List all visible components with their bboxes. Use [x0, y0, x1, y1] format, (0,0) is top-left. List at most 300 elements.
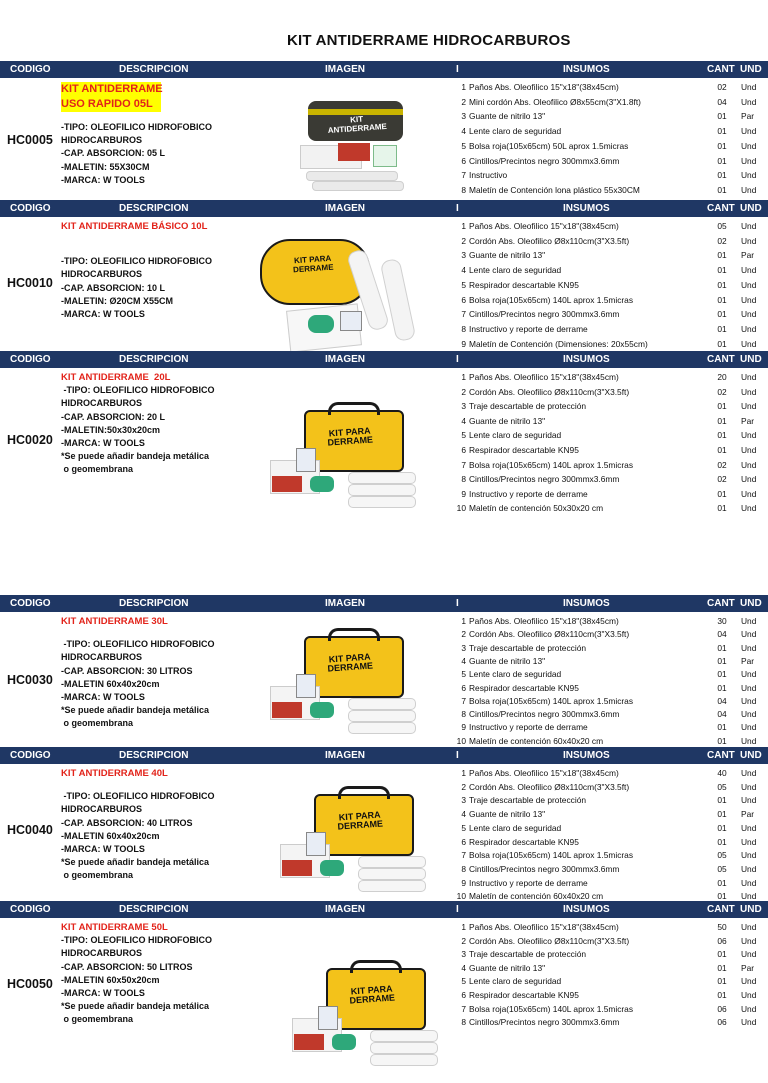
supply-name: Bolsa roja(105x65cm) 50L aprox 1.5micras — [469, 140, 629, 151]
gloves-icon — [308, 315, 334, 333]
supply-number: 1 — [461, 221, 466, 231]
header-descripcion: DESCRIPCION — [119, 598, 189, 609]
packet-icon — [306, 832, 326, 856]
supply-number: 3 — [461, 795, 466, 806]
supply-quantity: 02 — [717, 82, 727, 92]
header-codigo: CODIGO — [10, 904, 51, 915]
spec-line: -MARCA: W TOOLS — [61, 692, 145, 703]
header-und: UND — [740, 904, 762, 915]
supply-quantity: 01 — [717, 877, 727, 888]
header-i: I — [456, 904, 459, 915]
supply-number: 6 — [461, 990, 466, 1000]
header-cant: CANT — [707, 203, 735, 214]
supply-unit: Und — [741, 372, 757, 382]
kit-section — [0, 595, 768, 748]
supply-name: Respirador descartable KN95 — [469, 279, 579, 290]
supply-row — [452, 1004, 768, 1016]
supply-quantity: 20 — [717, 372, 727, 382]
supply-unit: Und — [741, 695, 757, 706]
header-imagen: IMAGEN — [325, 64, 365, 75]
supply-quantity: 01 — [717, 822, 727, 833]
product-description — [61, 82, 261, 187]
supply-row — [452, 416, 768, 428]
supply-row — [452, 949, 768, 961]
bag-handle-icon — [338, 786, 390, 799]
spec-line: -CAP. ABSORCION: 20 L — [61, 411, 166, 422]
supply-number: 8 — [461, 1017, 466, 1028]
table-header — [0, 747, 768, 764]
supply-name: Cordón Abs. Oleofilico Ø8x110cm(3"X3.5ft) — [469, 235, 630, 246]
spec-line: -CAP. ABSORCION: 05 L — [61, 148, 166, 159]
supply-quantity: 04 — [717, 629, 727, 640]
header-i: I — [456, 750, 459, 761]
supply-name: Bolsa roja(105x65cm) 140L aprox 1.5micras — [469, 695, 634, 706]
supply-number: 8 — [461, 323, 466, 334]
header-codigo: CODIGO — [10, 598, 51, 609]
supply-unit: Und — [741, 184, 757, 195]
supply-number: 6 — [461, 836, 466, 847]
supply-row — [452, 656, 768, 668]
header-imagen: IMAGEN — [325, 904, 365, 915]
supply-number: 4 — [461, 415, 466, 426]
supply-number: 5 — [461, 430, 466, 441]
supply-number: 8 — [461, 863, 466, 874]
header-cant: CANT — [707, 354, 735, 365]
supply-quantity: 01 — [717, 962, 727, 973]
supply-row — [452, 170, 768, 182]
supply-number: 6 — [461, 155, 466, 166]
red-bag-icon — [272, 476, 302, 492]
header-cant: CANT — [707, 598, 735, 609]
supply-row — [452, 709, 768, 721]
supply-name: Respirador descartable KN95 — [469, 990, 579, 1000]
spec-line: o geomembrana — [61, 1014, 134, 1025]
spec-line: -CAP. ABSORCION: 10 L — [61, 282, 166, 293]
supply-quantity: 02 — [717, 474, 727, 485]
red-bag-icon — [282, 860, 312, 876]
supply-name: Paños Abs. Oleofilico 15"x18"(38x45cm) — [469, 221, 619, 231]
supply-row — [452, 809, 768, 821]
supply-number: 3 — [461, 401, 466, 412]
header-insumos: INSUMOS — [563, 598, 610, 609]
supply-quantity: 01 — [717, 655, 727, 666]
supply-quantity: 01 — [717, 309, 727, 320]
supply-number: 2 — [461, 386, 466, 397]
supply-unit: Und — [741, 221, 757, 231]
supply-quantity: 01 — [717, 990, 727, 1000]
supply-quantity: 01 — [717, 735, 727, 746]
boom-icon — [358, 856, 426, 868]
supply-number: 10 — [456, 735, 466, 746]
supply-name: Guante de nitrilo 13" — [469, 962, 546, 973]
boom-icon — [348, 484, 416, 496]
supply-number: 3 — [461, 111, 466, 122]
header-descripcion: DESCRIPCION — [119, 750, 189, 761]
supply-quantity: 02 — [717, 386, 727, 397]
supply-quantity: 04 — [717, 96, 727, 107]
bag-label: KIT PARA DERRAME — [327, 425, 374, 448]
table-header — [0, 901, 768, 918]
supply-name: Cintillos/Precintos negro 300mmx3.6mm — [469, 309, 620, 320]
supply-unit: Und — [741, 459, 757, 470]
supply-unit: Und — [741, 949, 757, 960]
supply-quantity: 01 — [717, 184, 727, 195]
spec-line: -CAP. ABSORCION: 30 LITROS — [61, 665, 193, 676]
header-und: UND — [740, 64, 762, 75]
boom-icon — [370, 1030, 438, 1042]
kit-section — [0, 61, 768, 201]
header-i: I — [456, 203, 459, 214]
supply-number: 5 — [461, 669, 466, 680]
supply-row — [452, 460, 768, 472]
supply-number: 7 — [461, 850, 466, 861]
gloves-icon — [310, 702, 334, 718]
supply-unit: Und — [741, 822, 757, 833]
supply-unit: Und — [741, 709, 757, 720]
supply-quantity: 01 — [717, 795, 727, 806]
supply-unit: Und — [741, 401, 757, 412]
spacer — [61, 233, 261, 255]
supply-row — [452, 97, 768, 109]
supply-row — [452, 936, 768, 948]
product-description — [61, 767, 261, 883]
supply-name: Instructivo y reporte de derrame — [469, 722, 588, 733]
header-cant: CANT — [707, 904, 735, 915]
supply-number: 9 — [461, 722, 466, 733]
product-name: KIT ANTIDERRAME BÁSICO 10L — [61, 221, 208, 232]
supply-quantity: 04 — [717, 709, 727, 720]
bag-label: KIT PARA DERRAME — [337, 809, 384, 832]
header-codigo: CODIGO — [10, 64, 51, 75]
supply-row — [452, 878, 768, 890]
spec-line: -TIPO: OLEOFILICO HIDROFOBICO — [61, 791, 215, 802]
supply-quantity: 30 — [717, 616, 727, 626]
supply-row — [452, 221, 768, 233]
supply-number: 3 — [461, 250, 466, 261]
supply-row — [452, 782, 768, 794]
supply-unit: Und — [741, 82, 757, 92]
product-description — [61, 921, 261, 1027]
packet-icon — [340, 311, 362, 331]
supply-unit: Und — [741, 474, 757, 485]
spacer — [61, 628, 261, 638]
supply-name: Paños Abs. Oleofilico 15"x18"(38x45cm) — [469, 922, 619, 932]
supply-unit: Und — [741, 126, 757, 137]
gloves-icon — [310, 476, 334, 492]
supply-name: Instructivo y reporte de derrame — [469, 323, 588, 334]
supply-number: 2 — [461, 781, 466, 792]
header-cant: CANT — [707, 750, 735, 761]
kit-section — [0, 901, 768, 1031]
supply-name: Cordón Abs. Oleofilico Ø8x110cm(3"X3.5ft) — [469, 629, 630, 640]
header-insumos: INSUMOS — [563, 750, 610, 761]
supply-quantity: 06 — [717, 1017, 727, 1028]
supply-name: Cintillos/Precintos negro 300mmx3.6mm — [469, 709, 620, 720]
supply-number: 6 — [461, 682, 466, 693]
supply-name: Respirador descartable KN95 — [469, 445, 579, 455]
supply-row — [452, 401, 768, 413]
product-image — [278, 794, 448, 909]
supply-quantity: 02 — [717, 459, 727, 470]
supply-name: Instructivo y reporte de derrame — [469, 488, 588, 499]
product-code: HC0005 — [7, 133, 53, 147]
header-imagen: IMAGEN — [325, 750, 365, 761]
header-insumos: INSUMOS — [563, 354, 610, 365]
supply-number: 1 — [461, 922, 466, 932]
supply-row — [452, 683, 768, 695]
supply-unit: Und — [741, 629, 757, 640]
supply-name: Maletín de contención 50x30x20 cm — [469, 503, 604, 514]
supply-name: Instructivo y reporte de derrame — [469, 877, 588, 888]
supply-quantity: 01 — [717, 294, 727, 305]
supply-number: 2 — [461, 935, 466, 946]
supply-unit: Und — [741, 836, 757, 847]
supply-name: Respirador descartable KN95 — [469, 836, 579, 847]
supply-quantity: 01 — [717, 415, 727, 426]
supply-unit: Und — [741, 922, 757, 932]
supply-name: Paños Abs. Oleofilico 15"x18"(38x45cm) — [469, 768, 619, 778]
spec-line: -MARCA: W TOOLS — [61, 844, 145, 855]
supply-row — [452, 309, 768, 321]
spec-line: -MARCA: W TOOLS — [61, 309, 145, 320]
boom-icon — [348, 722, 416, 734]
supply-name: Traje descartable de protección — [469, 401, 587, 412]
header-codigo: CODIGO — [10, 354, 51, 365]
supply-unit: Und — [741, 877, 757, 888]
supply-name: Bolsa roja(105x65cm) 140L aprox 1.5micras — [469, 294, 634, 305]
supply-name: Maletín de Contención lona plástico 55x30CM — [469, 184, 640, 195]
supply-row — [452, 696, 768, 708]
header-codigo: CODIGO — [10, 203, 51, 214]
packet-icon — [296, 448, 316, 472]
supply-name: Lente claro de seguridad — [469, 976, 562, 987]
bag-label: KIT PARA DERRAME — [292, 253, 334, 275]
spec-line: -TIPO: OLEOFILICO HIDROFOBICO — [61, 122, 212, 132]
supply-row — [452, 963, 768, 975]
supply-quantity: 01 — [717, 250, 727, 261]
supply-quantity: 01 — [717, 949, 727, 960]
supply-number: 5 — [461, 279, 466, 290]
supply-row — [452, 629, 768, 641]
supply-row — [452, 795, 768, 807]
supply-name: Guante de nitrilo 13" — [469, 111, 546, 122]
bag-handle-icon — [328, 628, 380, 641]
product-code: HC0030 — [7, 673, 53, 687]
supply-row — [452, 922, 768, 934]
supply-number: 7 — [461, 695, 466, 706]
red-bag-icon — [338, 143, 370, 161]
supply-unit: Und — [741, 503, 757, 514]
supply-number: 9 — [461, 877, 466, 888]
supply-unit: Und — [741, 170, 757, 181]
supply-number: 4 — [461, 962, 466, 973]
supply-row — [452, 141, 768, 153]
supply-number: 5 — [461, 976, 466, 987]
supply-name: Mini cordón Abs. Oleofilico Ø8x55cm(3"X1.8ft) — [469, 96, 641, 107]
supply-quantity: 01 — [717, 503, 727, 514]
supply-row — [452, 324, 768, 336]
supply-quantity: 06 — [717, 935, 727, 946]
bag-handle-icon — [350, 960, 402, 973]
kit-section — [0, 351, 768, 519]
spec-line: HIDROCARBUROS — [61, 398, 142, 409]
supply-unit: Par — [741, 415, 755, 426]
product-code: HC0040 — [7, 823, 53, 837]
supply-number: 4 — [461, 265, 466, 276]
supply-name: Bolsa roja(105x65cm) 140L aprox 1.5micras — [469, 459, 634, 470]
spec-line: -TIPO: OLEOFILICO HIDROFOBICO — [61, 385, 215, 396]
spec-line: HIDROCARBUROS — [61, 948, 142, 959]
boom-icon — [348, 710, 416, 722]
supply-row — [452, 1017, 768, 1029]
header-und: UND — [740, 203, 762, 214]
spec-line: -TIPO: OLEOFILICO HIDROFOBICO — [61, 256, 212, 267]
supply-row — [452, 387, 768, 399]
supply-row — [452, 837, 768, 849]
supply-row — [452, 489, 768, 501]
supply-number: 1 — [461, 768, 466, 778]
supply-row — [452, 295, 768, 307]
kit-section — [0, 747, 768, 902]
bag-label: KIT PARA DERRAME — [349, 983, 396, 1006]
supply-quantity: 01 — [717, 430, 727, 441]
packet-icon — [296, 674, 316, 698]
supply-unit: Par — [741, 111, 755, 122]
supply-name: Paños Abs. Oleofilico 15"x18"(38x45cm) — [469, 372, 619, 382]
supply-name: Lente claro de seguridad — [469, 126, 562, 137]
product-description — [61, 615, 261, 731]
header-descripcion: DESCRIPCION — [119, 354, 189, 365]
supply-number: 2 — [461, 629, 466, 640]
product-code: HC0010 — [7, 276, 53, 290]
spec-line: o geomembrana — [61, 718, 134, 729]
product-image — [298, 101, 468, 216]
supply-name: Cintillos/Precintos negro 300mmx3.6mm — [469, 155, 620, 166]
gloves-icon — [320, 860, 344, 876]
supply-quantity: 01 — [717, 488, 727, 499]
supply-row — [452, 669, 768, 681]
table-header — [0, 200, 768, 217]
header-und: UND — [740, 354, 762, 365]
supply-unit: Und — [741, 140, 757, 151]
packet-icon — [318, 1006, 338, 1030]
supply-quantity: 01 — [717, 265, 727, 276]
supply-unit: Und — [741, 279, 757, 290]
supply-row — [452, 850, 768, 862]
product-code: HC0050 — [7, 977, 53, 991]
supply-unit: Und — [741, 669, 757, 680]
header-und: UND — [740, 598, 762, 609]
supply-number: 2 — [461, 96, 466, 107]
supply-quantity: 01 — [717, 445, 727, 455]
supply-number: 8 — [461, 709, 466, 720]
supply-quantity: 01 — [717, 140, 727, 151]
supply-quantity: 40 — [717, 768, 727, 778]
supply-name: Lente claro de seguridad — [469, 265, 562, 276]
spec-line: -MARCA: W TOOLS — [61, 174, 145, 185]
supply-row — [452, 82, 768, 94]
supply-number: 4 — [461, 809, 466, 820]
spec-line: o geomembrana — [61, 464, 134, 475]
boom-icon — [348, 698, 416, 710]
red-bag-icon — [294, 1034, 324, 1050]
packet-icon — [373, 145, 397, 167]
supply-row — [452, 339, 768, 351]
supply-row — [452, 823, 768, 835]
spec-line: HIDROCARBUROS — [61, 269, 142, 280]
spec-line: -MARCA: W TOOLS — [61, 988, 145, 999]
supply-row — [452, 722, 768, 734]
supply-row — [452, 372, 768, 384]
table-header — [0, 351, 768, 368]
supply-name: Traje descartable de protección — [469, 949, 587, 960]
spec-line: -MALETIN: 55X30CM — [61, 161, 150, 172]
product-image — [248, 237, 418, 352]
supply-row — [452, 236, 768, 248]
product-code: HC0020 — [7, 433, 53, 447]
spec-line: -MALETIN 60x40x20cm — [61, 678, 160, 689]
supply-quantity: 04 — [717, 695, 727, 706]
boom-icon — [348, 496, 416, 508]
bag-label: KIT ANTIDERRAME — [327, 114, 388, 136]
supply-number: 7 — [461, 1003, 466, 1014]
product-name: KIT ANTIDERRAME — [61, 83, 163, 95]
product-name: KIT ANTIDERRAME 50L — [61, 922, 168, 933]
product-image — [268, 636, 438, 751]
supply-row — [452, 445, 768, 457]
supply-quantity: 06 — [717, 1003, 727, 1014]
supply-quantity: 05 — [717, 863, 727, 874]
supply-row — [452, 864, 768, 876]
supply-name: Guante de nitrilo 13" — [469, 655, 546, 666]
supply-quantity: 05 — [717, 850, 727, 861]
supply-name: Guante de nitrilo 13" — [469, 415, 546, 426]
supply-unit: Und — [741, 338, 757, 349]
product-description — [61, 220, 261, 321]
spec-line: *Se puede añadir bandeja metálica — [61, 451, 210, 462]
supply-unit: Und — [741, 235, 757, 246]
product-name: KIT ANTIDERRAME 30L — [61, 616, 168, 627]
supply-name: Lente claro de seguridad — [469, 669, 562, 680]
supply-unit: Und — [741, 795, 757, 806]
spec-line: -TIPO: OLEOFILICO HIDROFOBICO — [61, 935, 212, 946]
supply-quantity: 01 — [717, 338, 727, 349]
bag-label: KIT PARA DERRAME — [327, 651, 374, 674]
supply-name: Paños Abs. Oleofilico 15"x18"(38x45cm) — [469, 616, 619, 626]
supply-number: 6 — [461, 294, 466, 305]
boom-icon — [358, 868, 426, 880]
supply-number: 5 — [461, 140, 466, 151]
supply-unit: Und — [741, 935, 757, 946]
supply-row — [452, 126, 768, 138]
supply-row — [452, 111, 768, 123]
spec-line: -MALETIN:50x30x20cm — [61, 424, 161, 435]
header-i: I — [456, 64, 459, 75]
supply-row — [452, 156, 768, 168]
supply-unit: Und — [741, 891, 757, 902]
supply-row — [452, 503, 768, 515]
supply-number: 7 — [461, 309, 466, 320]
supply-number: 4 — [461, 126, 466, 137]
supply-number: 9 — [461, 488, 466, 499]
supply-unit: Und — [741, 863, 757, 874]
spec-line: *Se puede añadir bandeja metálica — [61, 705, 210, 716]
header-codigo: CODIGO — [10, 750, 51, 761]
spec-line: -CAP. ABSORCION: 40 LITROS — [61, 817, 193, 828]
product-image — [290, 968, 460, 1083]
bag-handle-icon — [328, 402, 380, 415]
supply-quantity: 05 — [717, 221, 727, 231]
